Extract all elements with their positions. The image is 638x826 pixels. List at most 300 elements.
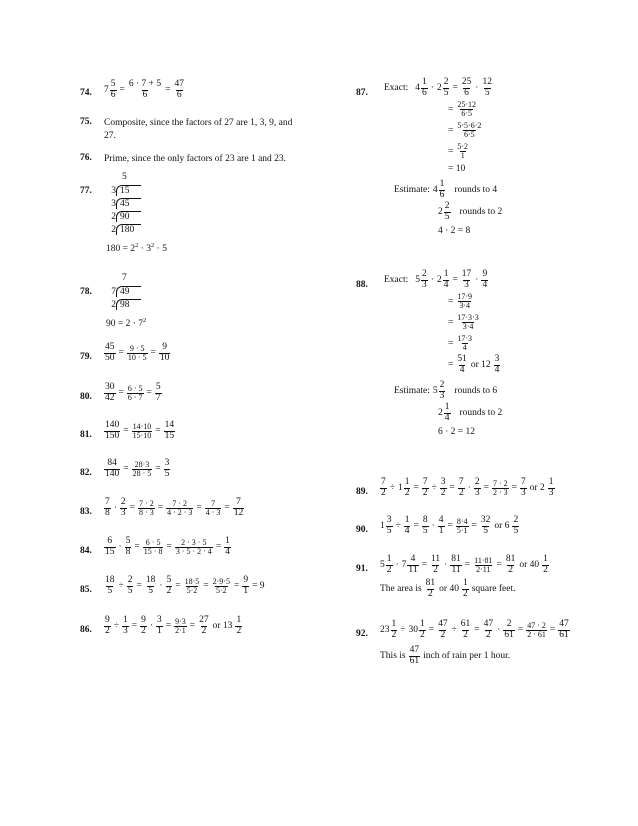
numerator: 5: [110, 79, 116, 89]
problem-number: 85.: [80, 585, 92, 595]
denominator: 4: [225, 546, 230, 557]
numerator: 3: [440, 477, 446, 487]
numerator: 7: [520, 477, 526, 487]
math-token: = 9: [252, 581, 265, 592]
problem-number: 89.: [356, 487, 368, 497]
numerator: 47 · 2: [527, 620, 546, 630]
denominator: 15: [164, 430, 175, 441]
fraction: [140, 616, 147, 637]
numerator: 7: [422, 477, 428, 487]
denominator: 3: [464, 279, 469, 290]
fraction: [174, 80, 186, 101]
equation: [104, 576, 265, 597]
denominator: 12: [233, 507, 244, 518]
numerator: 1: [462, 577, 468, 588]
numerator: 6 · 5: [127, 383, 143, 393]
denominator: 2: [440, 629, 446, 640]
numerator: 7: [105, 497, 110, 507]
numerator: 1: [386, 554, 392, 564]
numerator: 3: [386, 515, 392, 525]
math-token: =: [203, 581, 209, 592]
problem-number: 91.: [356, 564, 368, 574]
denominator: 2: [440, 487, 446, 498]
fraction: [480, 516, 492, 537]
fraction: [164, 421, 176, 442]
math-token: =: [517, 625, 524, 636]
denominator: 5: [386, 525, 392, 536]
math-token: =: [511, 483, 517, 494]
math-token: ·: [159, 581, 163, 592]
fraction: [159, 343, 171, 364]
math-token: rounds to 4: [454, 185, 498, 196]
numerator: 18: [105, 575, 115, 585]
denominator: 4: [482, 279, 488, 290]
math-token: Estimate:: [394, 185, 430, 196]
problem-number: 79.: [80, 352, 92, 362]
denominator: 2: [381, 487, 386, 498]
mixed-number: 7 $\frac{5}{6}$: [104, 79, 116, 100]
denominator: 42: [105, 392, 115, 403]
math-token: = 10: [448, 163, 466, 174]
numerator: 14·10: [132, 421, 152, 431]
denominator: 28 · 5: [132, 468, 152, 478]
denominator: 2: [486, 629, 491, 640]
numerator: 32: [480, 515, 491, 525]
fraction: [120, 498, 127, 519]
math-token: or 2: [529, 483, 545, 494]
fraction: [104, 537, 116, 558]
fraction: [456, 293, 473, 311]
math-token: =: [452, 83, 458, 94]
math-token: =: [496, 560, 502, 571]
fraction: [421, 78, 428, 99]
numerator: 1: [122, 615, 128, 625]
fraction: [512, 516, 519, 537]
denominator: 3: [548, 487, 554, 498]
fraction: [421, 270, 428, 291]
denominator: 3 · 5 · 2 · 4: [175, 546, 212, 556]
equation: [104, 383, 162, 404]
denominator: 2·11: [476, 564, 491, 574]
math-token: 7: [111, 286, 116, 297]
mixed-number: 23 $\frac{1}{2}$: [380, 619, 397, 640]
answer-text: Composite, since the factors of 27 are 1, 3, 9, and 27.: [104, 118, 293, 141]
math-token: =: [165, 85, 171, 96]
math-token: Exact:: [384, 275, 409, 286]
fraction: [104, 421, 120, 442]
math-token: ÷: [389, 483, 395, 494]
denominator: 2: [419, 629, 425, 640]
denominator: 2: [386, 564, 392, 575]
math-token: =: [421, 560, 427, 571]
fraction: [407, 555, 418, 576]
numerator: 2: [444, 200, 450, 211]
numerator: 1: [236, 615, 242, 625]
problem-number: 92.: [356, 629, 368, 639]
equation: [104, 421, 175, 442]
denominator: 5·2: [215, 585, 227, 595]
fraction: [456, 143, 469, 161]
fraction: [132, 423, 153, 441]
numerator: 17·3·3: [457, 313, 479, 323]
denominator: 4 · 3: [205, 507, 221, 517]
denominator: 150: [105, 430, 120, 441]
fraction: [456, 314, 479, 332]
math-token: or 13: [212, 621, 233, 632]
denominator: 5: [422, 525, 428, 536]
math-token: [106, 184, 141, 197]
math-token: ·: [467, 483, 471, 494]
equation: [380, 516, 519, 537]
rain-statement: [380, 646, 570, 667]
numerator: 27: [199, 615, 209, 625]
math-token: =: [413, 483, 419, 494]
math-token: =: [119, 85, 125, 96]
math-token: ·: [475, 83, 479, 94]
exponent: 2: [151, 242, 155, 249]
estimate-row: [384, 381, 502, 402]
denominator: 5: [443, 87, 449, 98]
problem-number: 87.: [356, 88, 368, 98]
math-token: or 40: [439, 584, 459, 595]
numerator: 1: [548, 477, 554, 487]
math-token: =: [123, 464, 129, 475]
math-token: =: [175, 581, 181, 592]
mixed-number: 1 $\frac{3}{5}$: [380, 515, 392, 536]
math-token: 5: [122, 172, 127, 182]
fraction: [164, 459, 171, 480]
mixed-number: 4 $\frac{1}{6}$: [432, 178, 445, 200]
numerator: 3: [494, 353, 500, 364]
numerator: 7: [381, 477, 386, 487]
fraction: [242, 576, 249, 597]
math-token: ÷: [113, 621, 119, 632]
numerator: 2: [513, 515, 519, 525]
equation: [104, 616, 242, 637]
numerator: 8·4: [456, 516, 468, 526]
fraction: [422, 516, 429, 537]
equation: [104, 80, 185, 101]
denominator: 2: [404, 487, 410, 498]
math-token: =: [215, 542, 222, 553]
fraction: [461, 78, 473, 99]
math-token: This is: [380, 651, 406, 662]
math-token: 3: [111, 185, 116, 196]
math-token: [106, 298, 141, 311]
math-token: 180: [116, 224, 141, 235]
math-token: =: [129, 503, 136, 514]
problem-number: 81.: [80, 430, 92, 440]
denominator: 6·5: [464, 130, 475, 140]
fraction: [145, 576, 157, 597]
math-token: 2: [111, 224, 116, 235]
denominator: 8: [105, 507, 110, 518]
fraction: [104, 498, 111, 519]
denominator: 3: [122, 625, 128, 636]
denominator: 2: [166, 585, 172, 596]
fraction: [444, 403, 451, 424]
factor-tree: [106, 172, 167, 254]
denominator: 4: [462, 343, 467, 353]
numerator: 3: [164, 458, 170, 468]
denominator: 4: [443, 279, 449, 290]
numerator: 1: [404, 515, 410, 525]
problem-number: 74.: [80, 88, 92, 98]
fraction: [127, 385, 144, 403]
fraction: [104, 616, 111, 637]
numerator: 61: [460, 619, 471, 629]
math-token: =: [448, 338, 454, 349]
math-token: =: [166, 542, 172, 553]
numerator: 84: [107, 458, 117, 468]
denominator: 8: [125, 546, 131, 557]
mixed-number: 7 $\frac{4}{11}$: [401, 554, 418, 575]
numerator: 4: [438, 515, 444, 525]
equation: [380, 555, 549, 600]
numerator: 4: [410, 554, 416, 564]
mixed-number: 2 $\frac{1}{4}$: [438, 401, 450, 423]
fraction: [473, 557, 493, 575]
numerator: 2: [439, 379, 445, 390]
denominator: 2: [428, 588, 433, 599]
math-token: ·: [430, 83, 434, 94]
denominator: 3: [422, 279, 427, 290]
numerator: 1: [404, 477, 410, 487]
numerator: 1: [443, 269, 449, 279]
fraction: [481, 270, 488, 291]
math-token: inch of rain per 1 hour.: [423, 651, 511, 662]
problem-number: 82.: [80, 468, 92, 478]
numerator: 1: [439, 178, 445, 189]
fraction: [542, 555, 549, 576]
numerator: 7: [211, 498, 216, 508]
math-token: or 40: [519, 560, 540, 571]
numerator: 9: [482, 269, 488, 279]
fraction: [386, 516, 393, 537]
fraction: [505, 555, 517, 576]
denominator: 5·2: [186, 585, 198, 595]
numerator: 18·5: [184, 576, 200, 586]
fraction: [184, 578, 201, 596]
fraction: [456, 355, 468, 376]
numerator: 2: [474, 477, 480, 487]
math-token: =: [136, 581, 142, 592]
answer-text: Prime, since the only factors of 23 are 1 and 23.: [104, 154, 287, 164]
denominator: 3: [439, 390, 445, 401]
problem-number: 77.: [80, 186, 92, 196]
fraction: [437, 620, 449, 641]
equation: [104, 537, 231, 558]
denominator: 11: [408, 564, 418, 575]
numerator: 12: [482, 77, 492, 87]
numerator: 11·81: [474, 555, 493, 565]
math-token: [106, 285, 141, 298]
math-token: =: [448, 317, 454, 328]
math-token: rounds to 6: [454, 386, 498, 397]
fraction: [439, 381, 446, 402]
fraction: [104, 576, 116, 597]
exact-work: [384, 78, 502, 238]
math-token: 2: [111, 211, 116, 222]
denominator: 61: [409, 655, 420, 666]
math-token: =: [118, 388, 124, 399]
math-token: 45: [116, 198, 141, 209]
math-token: ·: [395, 560, 399, 571]
denominator: 15: [105, 546, 115, 557]
fraction: [456, 101, 477, 119]
math-token: ·: [149, 621, 153, 632]
mixed-number: 5 $\frac{1}{2}$: [380, 554, 392, 575]
numerator: 7 · 2: [139, 498, 154, 508]
fraction: [443, 78, 450, 99]
mixed-number: 2 $\frac{2}{5}$: [438, 200, 450, 222]
numerator: 30: [105, 382, 115, 392]
math-token: ·: [444, 560, 448, 571]
denominator: 6·5: [461, 109, 473, 119]
math-token: Estimate:: [394, 386, 430, 397]
problem-number: 83.: [80, 507, 92, 517]
equation: [104, 343, 170, 364]
math-token: =: [134, 542, 140, 553]
denominator: 3·4: [459, 301, 471, 311]
problem-number: 88.: [356, 280, 368, 290]
math-token: =: [452, 275, 458, 286]
numerator: 1: [391, 619, 397, 629]
prime-factorization: $90 = 2 \cdot 7^2$: [106, 317, 147, 330]
numerator: 25·12: [457, 100, 477, 110]
fraction: [166, 576, 173, 597]
denominator: 5: [127, 585, 133, 596]
fraction: [224, 537, 231, 558]
fraction: [462, 579, 469, 600]
math-token: or 6: [494, 521, 510, 532]
denominator: 5: [444, 211, 450, 222]
math-token: ÷: [431, 483, 437, 494]
numerator: 7: [458, 477, 464, 487]
math-token: =: [448, 104, 454, 115]
fraction: [456, 335, 473, 353]
denominator: 6: [142, 89, 148, 100]
equation: [380, 620, 570, 667]
fraction: [548, 478, 555, 499]
math-token: =: [448, 146, 454, 157]
math-token: or 12: [470, 360, 491, 371]
numerator: 25: [461, 77, 472, 87]
denominator: 4: [459, 364, 465, 375]
problem-number: 86.: [80, 625, 92, 635]
problem-number: 76.: [80, 153, 92, 163]
math-token: [106, 210, 141, 223]
fraction: [422, 478, 429, 499]
numerator: 7 · 2: [492, 478, 508, 488]
math-token: =: [413, 521, 419, 532]
math-token: 98: [116, 299, 141, 310]
math-token: =: [165, 621, 172, 632]
numerator: 5: [166, 575, 172, 585]
math-token: =: [146, 388, 152, 399]
math-token: =: [471, 521, 477, 532]
numerator: 1: [543, 554, 548, 564]
numerator: 140: [105, 420, 120, 430]
numerator: 9 · 5: [129, 343, 145, 353]
math-token: ÷: [400, 625, 406, 636]
math-token: 6 · 2 = 12: [438, 426, 476, 437]
denominator: 5·1: [456, 525, 468, 535]
fraction: [235, 616, 242, 637]
math-token: =: [196, 503, 202, 514]
denominator: 2: [458, 487, 464, 498]
fraction: [419, 620, 426, 641]
fraction: [380, 478, 387, 499]
math-token: rounds to 2: [459, 408, 503, 419]
denominator: 2: [141, 625, 146, 636]
denominator: 10 · 5: [127, 352, 147, 362]
denominator: 1: [438, 525, 444, 536]
math-token: [106, 223, 141, 236]
numerator: 2: [127, 575, 133, 585]
equation: [104, 459, 170, 480]
fraction: [430, 555, 441, 576]
numerator: 14: [164, 420, 175, 430]
numerator: 9·3: [175, 616, 186, 626]
denominator: 2·1: [175, 625, 186, 635]
fraction: [438, 516, 445, 537]
math-token: 4 · 2 = 8: [438, 225, 471, 236]
numerator: 18: [145, 575, 156, 585]
math-token: =: [131, 621, 138, 632]
fraction: [391, 620, 398, 641]
denominator: 2: [508, 564, 513, 575]
fraction: [474, 478, 481, 499]
area-statement: [380, 579, 549, 600]
math-token: square feet.: [471, 584, 516, 595]
fraction: [461, 270, 473, 291]
fraction: [175, 539, 213, 557]
math-token: =: [549, 625, 556, 636]
mixed-number: 5 $\frac{2}{3}$: [415, 269, 427, 290]
numerator: 17: [461, 269, 472, 279]
fraction: [503, 620, 515, 641]
fraction: [198, 616, 210, 637]
fraction: [409, 646, 421, 667]
denominator: 4: [494, 364, 500, 375]
numerator: 1: [419, 619, 425, 629]
math-token: =: [118, 348, 124, 359]
math-token: =: [474, 625, 480, 636]
numerator: 1: [225, 536, 230, 546]
fraction: [127, 576, 134, 597]
denominator: 6: [110, 89, 116, 100]
numerator: 7: [236, 497, 241, 507]
problem-number: 84.: [80, 546, 92, 556]
fraction: [481, 78, 493, 99]
denominator: 3: [120, 507, 126, 518]
numerator: 2: [506, 619, 512, 629]
numerator: 17·9: [457, 292, 473, 302]
problem-number: 90.: [356, 525, 368, 535]
equation: [380, 478, 555, 499]
denominator: 4: [404, 525, 410, 536]
fraction: [483, 620, 495, 641]
denominator: 3·4: [462, 322, 474, 332]
fraction: [440, 478, 447, 499]
fraction: [127, 345, 148, 363]
denominator: 3: [520, 487, 526, 498]
math-token: ·: [118, 542, 122, 553]
numerator: 11: [430, 554, 441, 564]
fraction: [450, 555, 462, 576]
fraction: [128, 80, 162, 101]
